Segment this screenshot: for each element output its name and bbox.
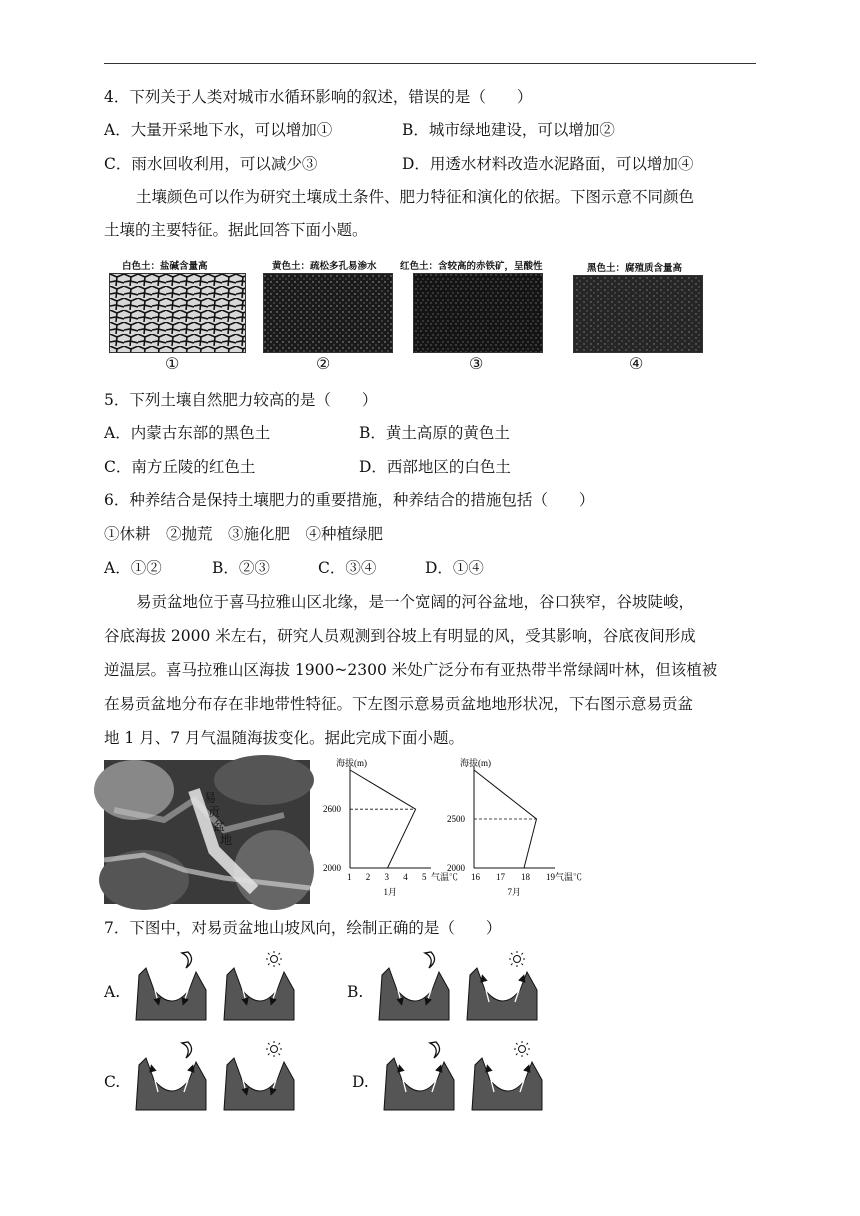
valley-night <box>136 1058 206 1110</box>
q6-items: ①休耕 ②抛荒 ③施化肥 ④种植绿肥 <box>104 525 384 543</box>
q5-option-b[interactable]: B．黄土高原的黄色土 <box>359 424 510 442</box>
moon-icon <box>182 952 192 968</box>
chart1-y-tick: 2000 <box>323 863 341 873</box>
sun-icon <box>509 951 525 967</box>
q7-option-a-label[interactable]: A. <box>104 983 121 1001</box>
passage1-line1: 土壤颜色可以作为研究土壤成土条件、肥力特征和演化的依据。下图示意不同颜色 <box>136 188 695 206</box>
soil-image-black <box>573 275 703 353</box>
chart1-x-tick: 3 <box>384 872 389 882</box>
chart2-x-tick: 16 <box>471 872 480 882</box>
valley-day <box>224 968 294 1020</box>
soil-image-white <box>109 273 246 353</box>
q6-option-b[interactable]: B．②③ <box>212 559 270 577</box>
valley-day <box>224 1058 294 1110</box>
valley-night <box>379 968 449 1020</box>
valley-night <box>136 968 206 1020</box>
chart1-caption: 1月 <box>383 887 398 897</box>
terrain-map <box>104 760 310 904</box>
soil-image-red <box>413 273 543 353</box>
q4-option-c[interactable]: C．雨水回收利用，可以减少③ <box>104 155 318 173</box>
q7-option-c-label[interactable]: C. <box>104 1073 121 1091</box>
chart2-x-tick: 18 <box>521 872 530 882</box>
q7-option-b-label[interactable]: B. <box>347 983 364 1001</box>
chart2-x-tick: 17 <box>496 872 505 882</box>
q7-option-b-diagram[interactable] <box>377 950 547 1025</box>
q6-option-d[interactable]: D．①④ <box>425 559 484 577</box>
soil-number-4: ④ <box>629 354 644 373</box>
map-label: 易贡盆地 <box>204 791 233 847</box>
moon-icon <box>182 1042 192 1058</box>
soil-caption-3: 红色土：含较高的赤铁矿，呈酸性 <box>400 261 543 272</box>
soil-caption-1: 白色土：盐碱含量高 <box>122 261 208 272</box>
valley-day <box>472 1058 542 1110</box>
q5-option-a[interactable]: A．内蒙古东部的黑色土 <box>104 424 271 442</box>
valley-night <box>384 1058 454 1110</box>
chart2-y-tick: 2000 <box>447 863 465 873</box>
chart1-x-tick: 1 <box>347 872 352 882</box>
passage1-line2: 土壤的主要特征。据此回答下面小题。 <box>104 221 368 239</box>
chart2-ylabel: 海拔(m) <box>460 758 491 768</box>
chart2-y-tick: 2500 <box>447 814 465 824</box>
chart2-xlabel: 气温℃ <box>555 872 583 882</box>
chart1-xlabel: 气温℃ <box>431 872 459 882</box>
q4-option-a[interactable]: A．大量开采地下水，可以增加① <box>104 121 333 139</box>
passage2-line3: 逆温层。喜马拉雅山区海拔 1900~2300 米处广泛分布有亚热带半常绿阔叶林，但该植被 <box>104 661 718 679</box>
moon-icon <box>430 1042 440 1058</box>
sun-icon <box>514 1041 530 1057</box>
chart2-caption: 7月 <box>507 887 522 897</box>
moon-icon <box>425 952 435 968</box>
chart1-series-line <box>350 770 416 868</box>
passage2-line1: 易贡盆地位于喜马拉雅山区北缘，是一个宽阔的河谷盆地，谷口狭窄，谷坡陡峻， <box>136 593 695 611</box>
chart2-x-tick: 19 <box>546 872 555 882</box>
soil-caption-4: 黑色土：腐殖质含量高 <box>587 263 683 274</box>
soil-caption-2: 黄色土：疏松多孔易渗水 <box>272 261 377 272</box>
header-rule <box>104 63 756 64</box>
q4-option-d[interactable]: D．用透水材料改造水泥路面，可以增加④ <box>402 155 694 173</box>
q4-option-b[interactable]: B．城市绿地建设，可以增加② <box>402 121 615 139</box>
chart1-x-tick: 5 <box>422 872 427 882</box>
q7-stem: 7．下图中，对易贡盆地山坡风向，绘制正确的是（ ） <box>104 919 502 937</box>
sun-icon <box>266 951 282 967</box>
q6-option-a[interactable]: A．①② <box>104 559 162 577</box>
q7-option-d-diagram[interactable] <box>382 1040 552 1115</box>
q5-stem: 5．下列土壤自然肥力较高的是（ ） <box>104 391 378 409</box>
soil-number-2: ② <box>316 354 331 373</box>
temperature-charts <box>318 758 583 908</box>
q6-stem: 6．种养结合是保持土壤肥力的重要措施，种养结合的措施包括（ ） <box>104 491 595 509</box>
soil-number-1: ① <box>165 354 180 373</box>
chart1-x-tick: 4 <box>403 872 408 882</box>
chart1-ylabel: 海拔(m) <box>336 758 367 768</box>
sun-icon <box>266 1041 282 1057</box>
passage2-line2: 谷底海拔 2000 米左右，研究人员观测到谷坡上有明显的风，受其影响，谷底夜间形成 <box>104 627 696 645</box>
valley-day <box>467 968 537 1020</box>
q4-stem: 4．下列关于人类对城市水循环影响的叙述，错误的是（ ） <box>104 88 533 106</box>
chart1-y-tick: 2600 <box>323 804 341 815</box>
q7-option-d-label[interactable]: D. <box>352 1073 369 1091</box>
q5-option-d[interactable]: D．西部地区的白色土 <box>359 458 511 476</box>
soil-number-3: ③ <box>469 354 484 373</box>
q5-option-c[interactable]: C．南方丘陵的红色土 <box>104 458 256 476</box>
chart1-x-tick: 2 <box>365 872 371 882</box>
soil-image-yellow <box>263 273 393 353</box>
q7-option-a-diagram[interactable] <box>134 950 304 1025</box>
q7-option-c-diagram[interactable] <box>134 1040 304 1115</box>
passage2-line4: 在易贡盆地分布存在非地带性特征。下左图示意易贡盆地地形状况，下右图示意易贡盆 <box>104 695 694 713</box>
passage2-line5: 地 1 月、7 月气温随海拔变化。据此完成下面小题。 <box>104 729 465 747</box>
q6-option-c[interactable]: C．③④ <box>318 559 377 577</box>
